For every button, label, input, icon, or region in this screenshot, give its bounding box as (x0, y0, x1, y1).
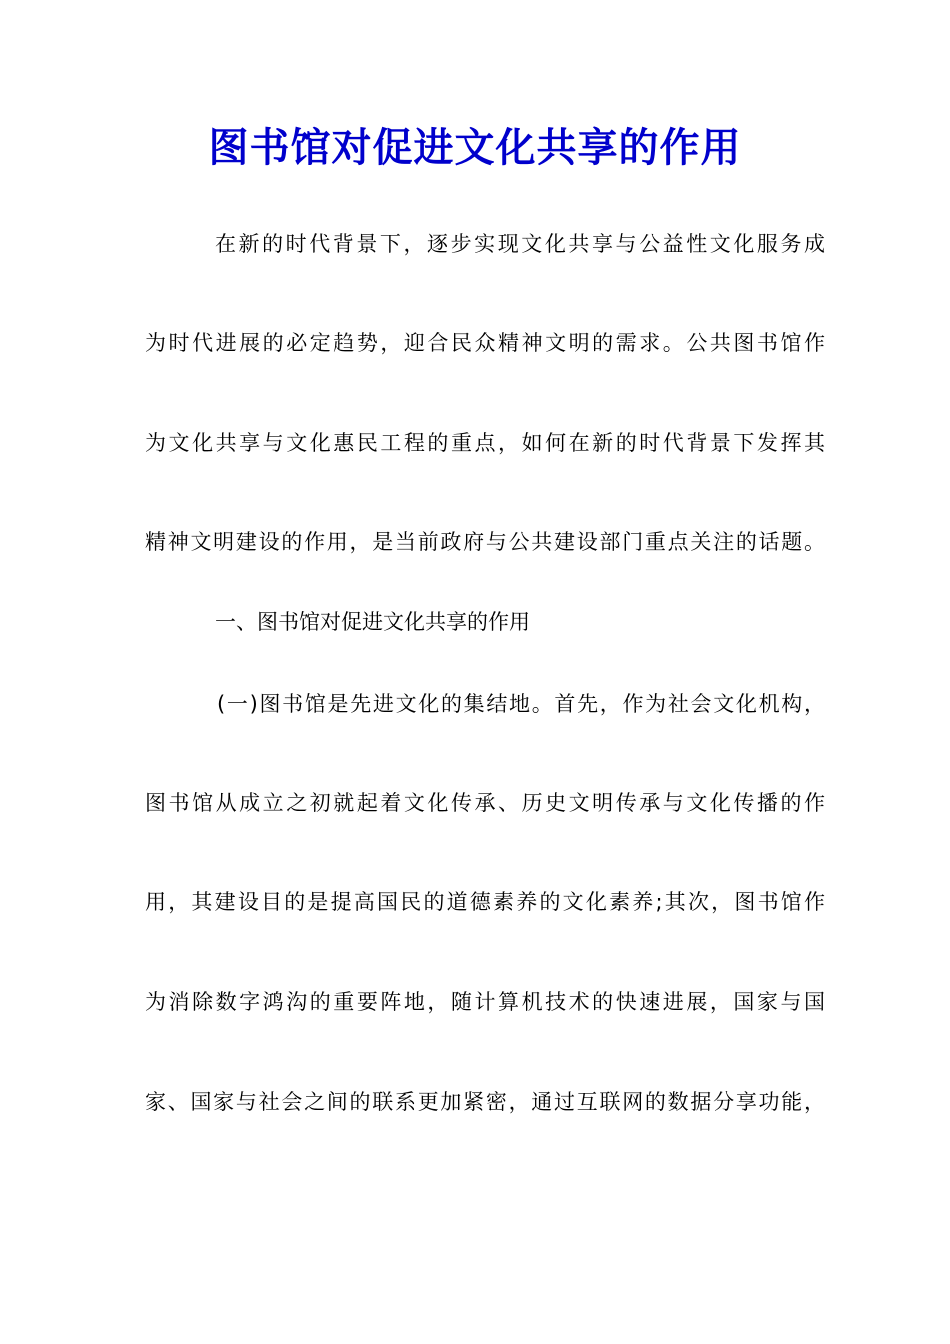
paragraph-line: 为消除数字鸿沟的重要阵地，随计算机技术的快速进展，国家与国 (145, 990, 825, 1014)
paragraph-line: 图书馆从成立之初就起着文化传承、历史文明传承与文化传播的作 (145, 791, 825, 815)
document-title: 图书馆对促进文化共享的作用 (208, 124, 742, 171)
paragraph-line: 在新的时代背景下，逐步实现文化共享与公益性文化服务成 (215, 232, 825, 256)
paragraph-line: 为文化共享与文化惠民工程的重点，如何在新的时代背景下发挥其 (145, 431, 825, 455)
paragraph-line: 为时代进展的必定趋势，迎合民众精神文明的需求。公共图书馆作 (145, 331, 825, 355)
paragraph-line: 精神文明建设的作用，是当前政府与公共建设部门重点关注的话题。 (145, 530, 825, 554)
paragraph-line: 家、国家与社会之间的联系更加紧密，通过互联网的数据分享功能， (145, 1090, 825, 1114)
paragraph-line: 用，其建设目的是提高国民的道德素养的文化素养;其次，图书馆作 (145, 890, 825, 914)
section-heading: 一、图书馆对促进文化共享的作用 (215, 610, 530, 634)
paragraph-line: (一)图书馆是先进文化的集结地。首先，作为社会文化机构， (217, 692, 825, 716)
